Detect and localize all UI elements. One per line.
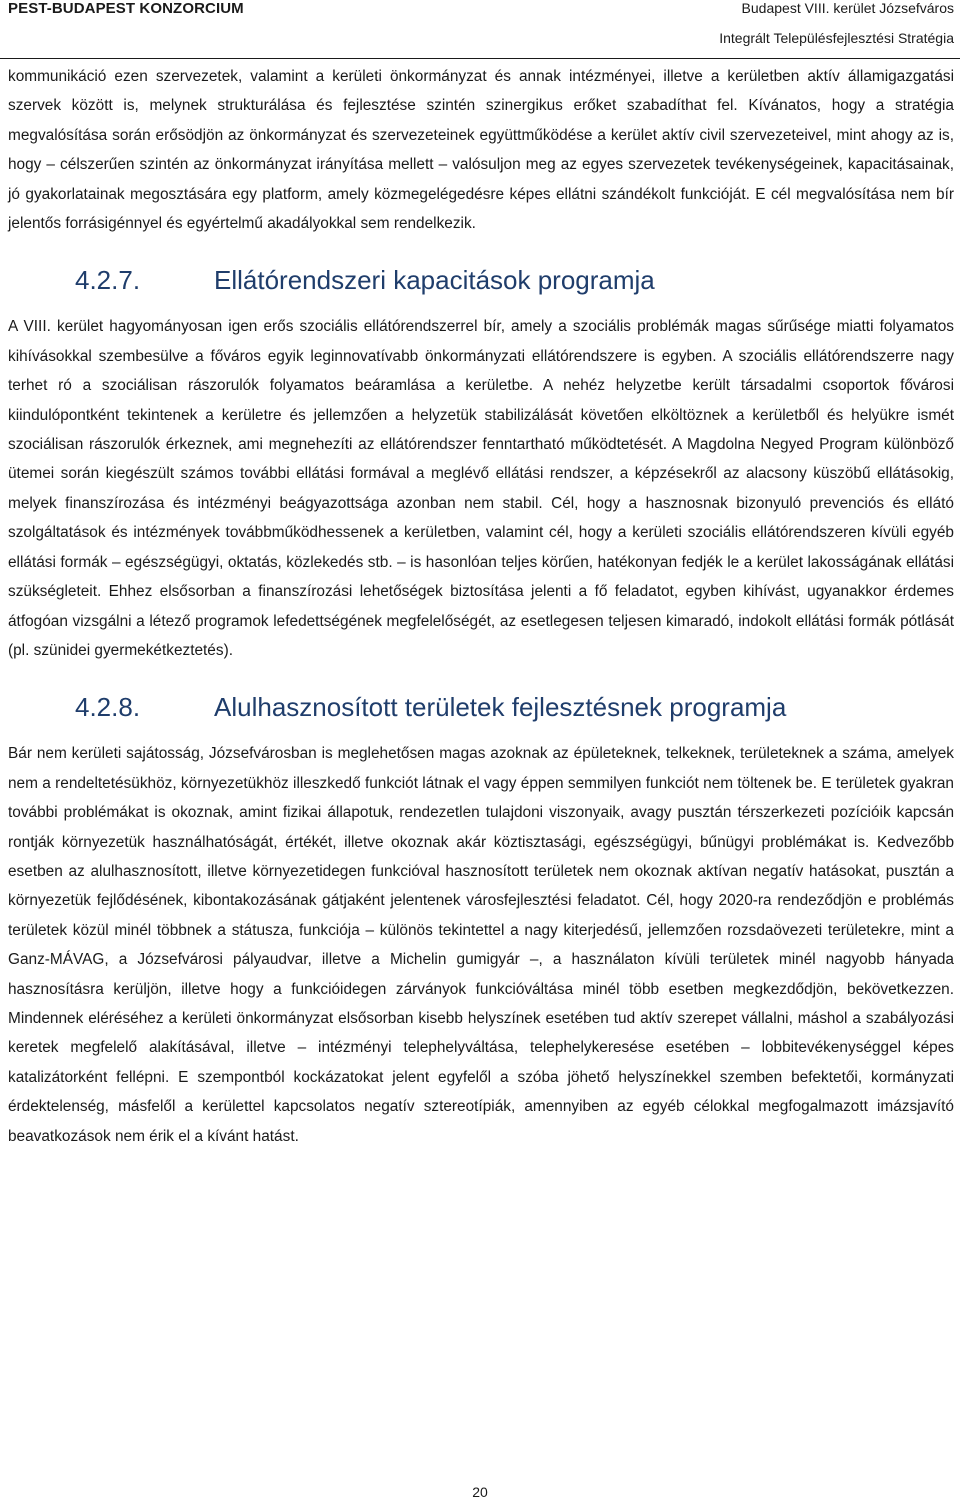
document-title-block <box>719 0 954 47</box>
page-content <box>8 62 954 1151</box>
header-divider <box>0 58 960 59</box>
section-title: Alulhasznosított területek fejlesztésnek programja <box>214 692 787 723</box>
section-heading-4-2-8 <box>8 675 954 739</box>
section-4-2-8-paragraph: Bár nem kerületi sajátosság, Józsefvárosban is meglehetősen magas azoknak az épületeknek, telkeknek, területeknek a száma, amelyek nem a rendeltetésükhöz, környezetükhöz illeszkedő funkciót látnak el vagy éppen semmilyen funkciót nem töltenek be. E területek gyakran további problémákat is okoznak, amint fizikai állapotuk, rendezetlen tulajdoni viszonyaik, avagy pusztán térszerkezeti pozícióik kapcsán rontják környezetük használhatóságát, értékét, illetve okoznak akár köztisztasági, egészségügyi, bűnügyi problémákat is. Kedvezőbb esetben az alulhasznosított, illetve környezetidegen funkcióval hasznosított területek nem okoznak aktívan negatív hatásokat, pusztán a környezetük fejlődésének, kibontakozásának gátjaként jelentenek városfejlesztési feladatot. Cél, hogy 2020-ra rendeződjön e problémás területek közül minél többnek a státusza, funkciója – különös tekintettel a nagy kiterjedésű, jellemzően rozsdaövezeti területekre, mint a Ganz-MÁVAG, a Józsefvárosi pályaudvar, illetve a Michelin gumigyár –, a használaton kívüli területek minél nagyobb hányada hasznosításra kerüljön, illetve hogy a funkcióidegen zárványok funkcióváltása minél több esetben megkezdődjön, bekövetkezzen. Mindennek eléréséhez a kerületi önkormányzat elsősorban kisebb helyszínek esetében tud aktív szerepet vállalni, máshol a szabályozási keretek megfelelő alakításával, illetve – intézményi telephelyváltása, telephelykeresése esetében – lobbitevékenységgel képes katalizátorként fellépni. E szempontból kockázatokat jelent egyfelől a szóba jöhető helyszínekkel szemben befektetői, kormányzati érdektelenség, másfelől a kerülettel kapcsolatos negatív sztereotípiák, amennyiben az egyéb célokkal megfogalmazott imázsjavító beavatkozások nem érik el a kívánt hatást. <box>8 745 954 1145</box>
document-location: Budapest VIII. kerület Józsefváros <box>741 0 954 16</box>
section-4-2-7-paragraph: A VIII. kerület hagyományosan igen erős szociális ellátórendszerrel bír, amely a szociális problémák magas sűrűsége miatti folyamatos kihívásokkal szembesülve a főváros egyik leginnovatívabb önkormányzati ellátórendszere is egyben. A szociális ellátórendszerre nagy terhet ró a szociálisan rászorulók folyamatos beáramlása a kerületbe. A nehéz helyzetbe került társadalmi csoportok fővárosi kiindulópontként tekintenek a kerületre és jellemzően a helyzetük stabilizálását követően elköltöznek a kerületből és helyükre ismét szociálisan rászorulók érkeznek, ami megnehezíti az ellátórendszer fenntartható működtetését. A Magdolna Negyed Program különböző ütemei során kiegészült számos további ellátási formával a meglévő ellátási rendszer, a képzésekről az alacsony küszöbű ellátásokig, melyek finanszírozása és intézményi beágyazottsága azonban nem stabil. Cél, hogy a hasznosnak bizonyuló prevenciós és ellátó szolgáltatások és intézmények továbbműködhessenek a kerületben, valamint cél, hogy a kerületi szociális ellátórendszeren kívüli egyéb ellátási formák – egészségügyi, oktatás, közlekedés stb. – is hasonlóan teljes körűen, hatékonyan fedjék le a kerület lakosságának ellátási szükségleteit. Ehhez elsősorban a finanszírozási lehetőségek biztosítása jelenti a fő feladatot, egyben kihívást, ugyanakkor érdemes átfogóan vizsgálni a létező programok lefedettségének megfelelőségét, az esetlegesen teljesen kimaradó, indokolt ellátási formák pótlását (pl. szünidei gyermekétkeztetés). <box>8 318 954 659</box>
intro-paragraph: kommunikáció ezen szervezetek, valamint a kerületi önkormányzat és annak intézményei, illetve a kerületben aktív államigazgatási szervek között is, melynek strukturálása és fejlesztése szintén szinergikus erőket szabadíthat fel. Kívánatos, hogy a stratégia megvalósítása során erősödjön az önkormányzat és szervezeteinek együttműködése a kerület aktív civil szervezeteivel, mint ahogy az is, hogy – célszerűen szintén az önkormányzat irányítása mellett – valósuljon meg az egyes szervezetek tevékenységeinek, kapacitásainak, jó gyakorlatainak megosztására egy platform, amely közmegelégedésre képes ellátni szándékolt funkcióját. E cél megvalósítása nem bír jelentős forrásigénnyel és egyértelmű akadályokkal sem rendelkezik. <box>8 68 954 233</box>
organization-name: PEST-BUDAPEST KONZORCIUM <box>8 0 244 17</box>
section-title: Ellátórendszeri kapacitások programja <box>214 265 655 296</box>
section-number: 4.2.8. <box>75 692 141 723</box>
page-number: 20 <box>472 1484 488 1500</box>
page-header <box>0 0 960 58</box>
document-title: Integrált Településfejlesztési Stratégia <box>719 30 954 46</box>
section-heading-4-2-7 <box>8 248 954 312</box>
section-number: 4.2.7. <box>75 265 141 296</box>
